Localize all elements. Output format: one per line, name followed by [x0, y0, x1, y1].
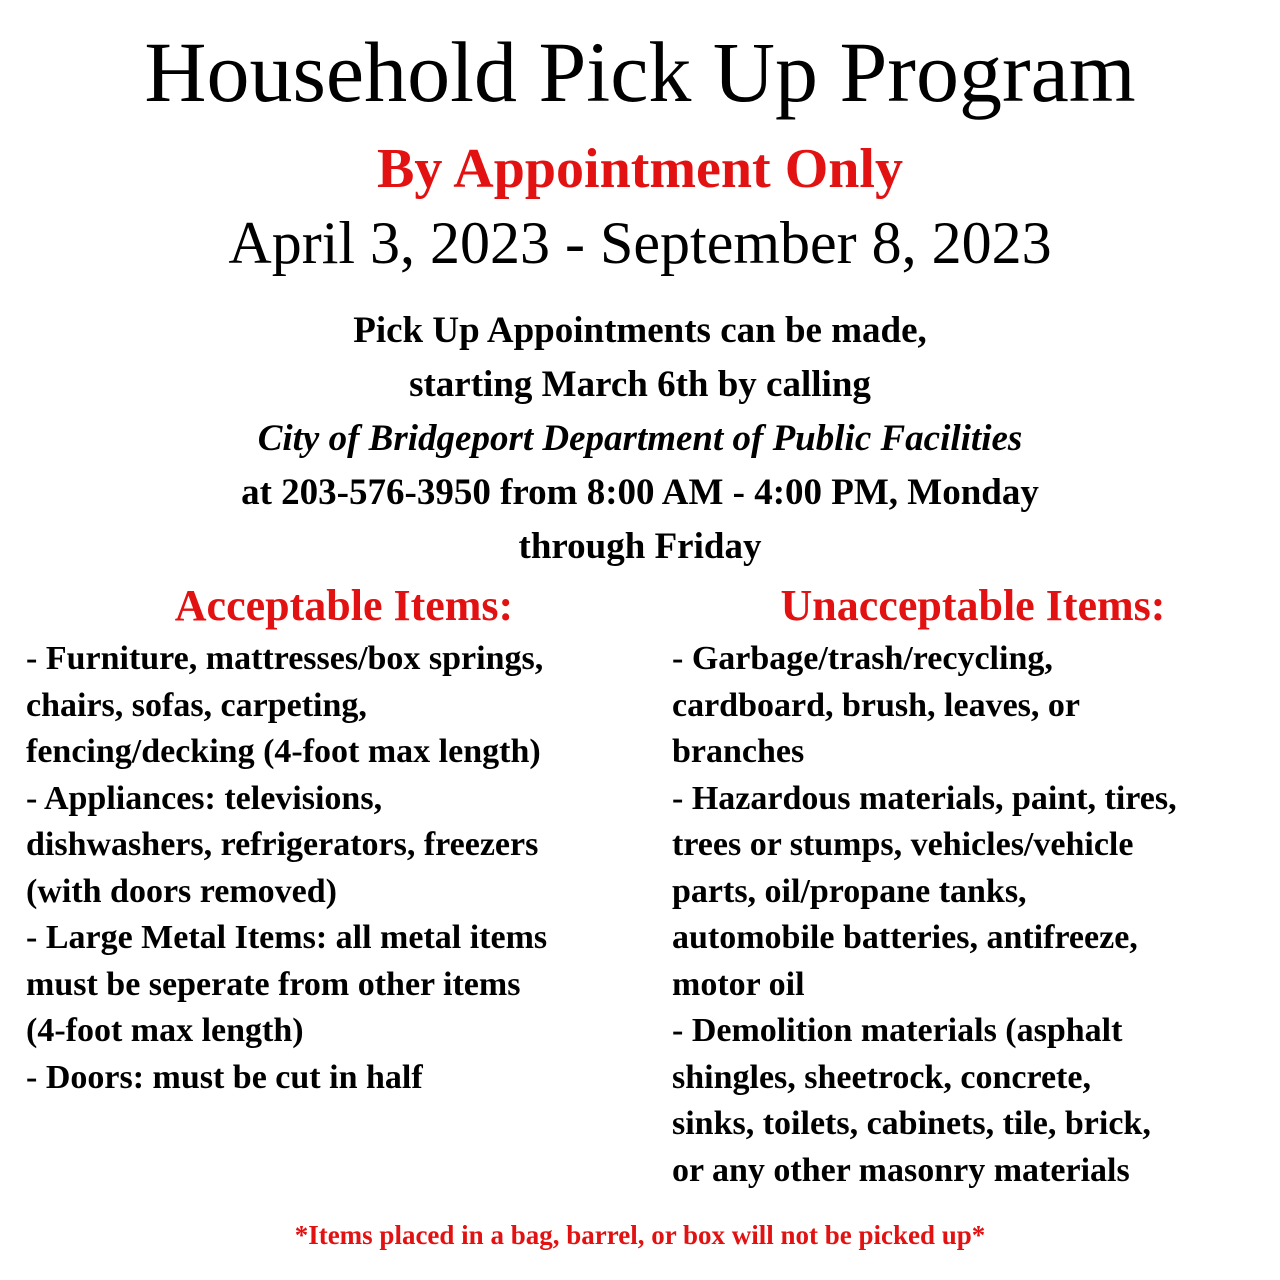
list-item-text: cardboard, brush, leaves, or: [672, 686, 1080, 724]
program-dates: April 3, 2023 - September 8, 2023: [228, 210, 1052, 276]
acceptable-items-list: [26, 636, 662, 1101]
list-item-text: - Demolition materials (asphalt: [672, 1012, 1123, 1049]
list-item: [672, 1008, 1276, 1194]
list-item-text: must be seperate from other items: [26, 965, 521, 1003]
list-item-text: motor oil: [672, 965, 805, 1003]
list-item-text: or any other masonry materials: [672, 1151, 1130, 1189]
list-item-text: parts, oil/propane tanks,: [672, 872, 1027, 910]
list-item-text: fencing/decking (4-foot max length): [26, 733, 541, 770]
footer-note: *Items placed in a bag, barrel, or box will not be picked up*: [294, 1220, 986, 1250]
list-item-text: - Doors: must be cut in half: [26, 1058, 423, 1096]
list-item-text: - Furniture, mattresses/box springs,: [26, 640, 544, 677]
list-item: [26, 636, 662, 776]
list-item-text: - Hazardous materials, paint, tires,: [672, 779, 1177, 817]
list-item-text: shingles, sheetrock, concrete,: [672, 1058, 1091, 1096]
list-item: [26, 1055, 662, 1102]
list-item: [672, 636, 1276, 776]
page-title: Household Pick Up Program: [144, 24, 1136, 120]
list-item-text: - Large Metal Items: all metal items: [26, 919, 548, 956]
list-item-text: branches: [672, 733, 805, 770]
info-line-1: Pick Up Appointments can be made,: [353, 310, 927, 351]
appointment-notice: By Appointment Only: [377, 138, 903, 200]
list-item: [672, 776, 1276, 1009]
phone-hours: at 203-576-3950 from 8:00 AM - 4:00 PM, Monday: [241, 472, 1039, 513]
department-name: City of Bridgeport Department of Public Facilities: [257, 418, 1023, 459]
acceptable-items-heading: Acceptable Items:: [174, 581, 514, 630]
list-item: [26, 915, 662, 1055]
list-item-text: automobile batteries, antifreeze,: [672, 919, 1138, 956]
list-item-text: - Appliances: televisions,: [26, 779, 383, 817]
list-item: [26, 776, 662, 916]
list-item-text: chairs, sofas, carpeting,: [26, 686, 367, 724]
list-item-text: - Garbage/trash/recycling,: [672, 640, 1053, 677]
list-item-text: sinks, toilets, cabinets, tile, brick,: [672, 1105, 1151, 1142]
unacceptable-items-heading: Unacceptable Items:: [780, 581, 1166, 630]
info-line-5: through Friday: [518, 526, 762, 567]
info-line-2: starting March 6th by calling: [409, 364, 871, 405]
list-item-text: (with doors removed): [26, 872, 337, 910]
list-item-text: (4-foot max length): [26, 1012, 304, 1049]
unacceptable-items-list: [672, 636, 1276, 1194]
list-item-text: dishwashers, refrigerators, freezers: [26, 826, 539, 863]
appointment-info: [0, 304, 1280, 574]
list-item-text: trees or stumps, vehicles/vehicle: [672, 826, 1134, 863]
